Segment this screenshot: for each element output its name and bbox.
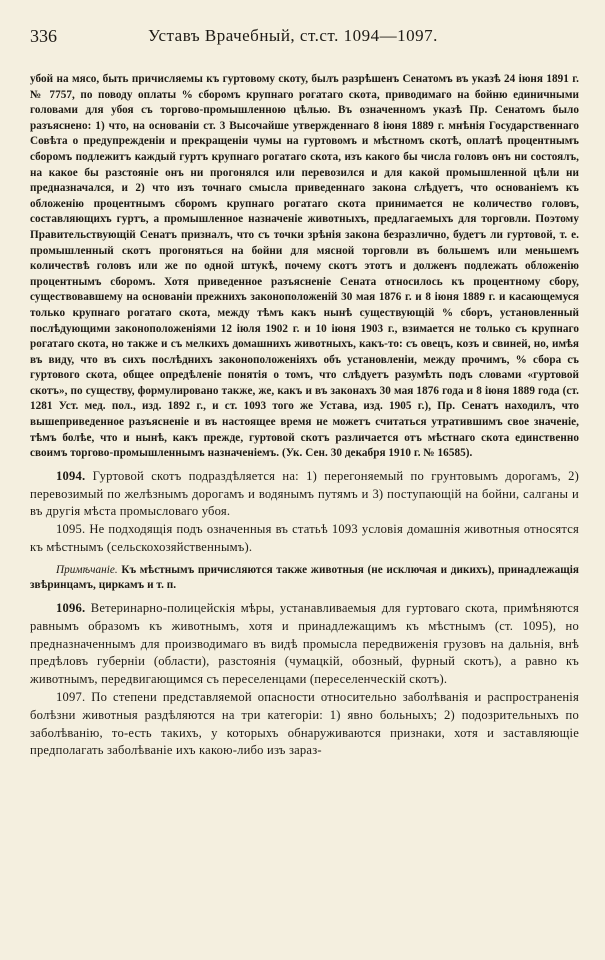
article-text: Не подходящія подъ означенныя въ статьѣ 1093 условія домашнія животныя относятся къ мѣстнымъ (сельскохозяйственнымъ).	[30, 522, 579, 555]
running-title: Уставъ Врачебный, ст.ст. 1094—1097.	[148, 26, 438, 45]
article-text: Гуртовой скотъ подраздѣляется на: 1) перегоняемый по грунтовымъ дорогамъ, 2) перевозимый по желѣзнымъ дорогамъ и водянымъ путямъ и 3) поступающій на бойни, салганы и въ другія мѣста промысловаго убоя.	[30, 468, 579, 519]
article-1094	[30, 468, 579, 521]
article-1095	[30, 521, 579, 557]
note-label: Примѣчаніе.	[56, 563, 118, 576]
note-paragraph	[30, 563, 579, 594]
article-text: По степени представляемой опасности относительно заболѣванія и распространенія болѣзни животныя раздѣляются на три категоріи: 1) явно больныхъ; 2) подозрительныхъ по заболѣванію, то-есть такихъ, у которыхъ обнаруживаются признаки, хотя и заставляющіе предполагать заболѣваніе ихъ какою-либо изъ зараз-	[30, 690, 579, 758]
article-number: 1094.	[56, 468, 86, 483]
page-header	[30, 26, 579, 50]
article-number: 1096.	[56, 601, 86, 616]
article-number: 1095.	[56, 522, 86, 537]
article-number: 1097.	[56, 690, 86, 704]
page-body	[30, 72, 579, 760]
article-1097	[30, 689, 579, 760]
commentary-paragraph: убой на мясо, быть причисляемы къ гуртовому скоту, былъ разрѣшенъ Сенатомъ въ указѣ 24 іюня 1891 г. № 7757, по поводу оплаты % сборомъ крупнаго рогатаго скота, приводимаго на бойню единичными головами для убоя съ торгово-промышленною цѣлью. Въ означенномъ указѣ Пр. Сенатомъ было разъяснено: 1) что, на основаніи ст. 3 Высочайше утвержденнаго 8 іюня 1889 г. мнѣнія Государственнаго Совѣта о предупрежденіи и прекращеніи чумы на гуртовомъ и мѣстномъ скотѣ, оплатѣ процентнымъ сборомъ подлежитъ каждый гуртъ крупнаго рогатаго скота, изъ какого бы числа головъ онъ ни состоялъ, на какое бы разстояніе онъ ни прогонялся или перевозился и для какой промышленной цѣли ни предназначался, и 2) что изъ точнаго смысла приведеннаго закона слѣдуетъ, что основаніемъ къ обложенію процентнымъ сборомъ крупнаго рогатаго скота принимается не количество головъ, составляющихъ гуртъ, а промышленное назначеніе животныхъ, предлагаемыхъ для торговли. Поэтому Правительствующій Сенатъ призналъ, что съ точки зрѣнія закона безразлично, будетъ ли гуртовой, т. е. промышленный скотъ прогоняться на бойни для мясной торговли въ большемъ или меньшемъ количествѣ головъ или же по одной штукѣ, почему скотъ этотъ и долженъ подлежать обложенію процентнымъ сборомъ. Хотя приведенное разъясненіе Сената относилось къ процентному сбору, существовавшему на основаніи прежнихъ законоположеній 30 мая 1876 г. и 8 іюня 1889 г. и касающемуся только крупнаго рогатаго скота, между тѣмъ какъ нынѣ существующій % сборъ, установленный послѣдующими законоположеніями 12 іюля 1902 г. и 10 іюня 1903 г., взимается не только съ крупнаго рогатаго скота, но также и съ мелкихъ домашнихъ животныхъ, какъ-то: съ овецъ, козъ и свиней, но, имѣя въ виду, что въ сихъ послѣднихъ законоположеніяхъ объ установленіи, между прочимъ, % сбора съ гуртового скота, общее опредѣленіе понятія о томъ, что слѣдуетъ разумѣть подъ словами «гуртовой скотъ», по существу, формулировано также, же, какъ и въ законахъ 30 мая 1876 года и 8 іюня 1889 года (ст. 1281 Уст. мед. пол., изд. 1892 г., и ст. 1093 того же Устава, изд. 1905 г.), Пр. Сенатъ находилъ, что вышеприведенное разъясненіе и въ настоящее время не можетъ считаться утратившимъ свое значеніе, тѣмъ болѣе, что и нынѣ, какъ прежде, гуртовой скотъ различается отъ мѣстнаго скота единственно своимъ торгово-промышленнымъ назначеніемъ. (Ук. Сен. 30 декабря 1910 г. № 16585).	[30, 73, 579, 460]
page-number: 336	[30, 26, 57, 46]
note-text: Къ мѣстнымъ причисляются также животныя (не исключая и дикихъ), принадлежащія звѣринцамъ, циркамъ и т. п.	[30, 563, 579, 592]
article-text: Ветеринарно-полицейскія мѣры, устанавливаемыя для гуртоваго скота, примѣняются равнымъ образомъ къ животнымъ, хотя и принадлежащимъ къ мѣстнымъ (ст. 1095), но предназначеннымъ для производимаго въ видѣ промысла передвиженія грузовъ на дальнія, внѣ предѣловъ губерніи (области), разстоянія (чумацкій, обозный, фурный скотъ), а равно къ животнымъ, передвигающимся съ переселенцами (переселенческій скотъ).	[30, 601, 579, 687]
article-1096	[30, 600, 579, 689]
